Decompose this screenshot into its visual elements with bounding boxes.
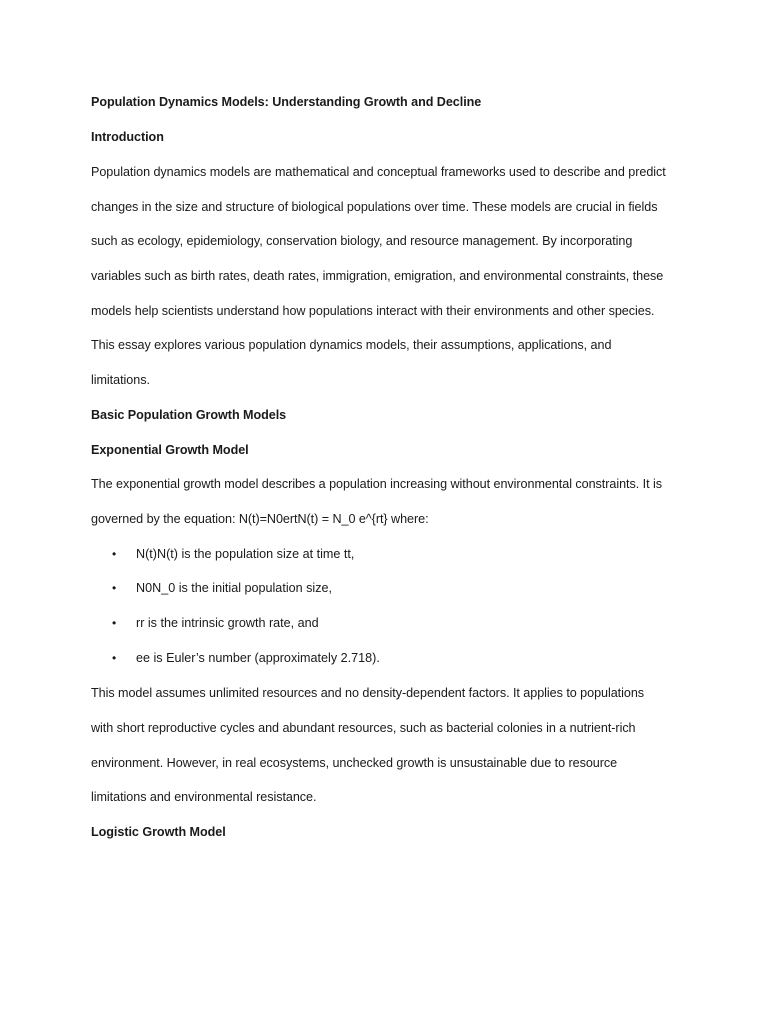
- intro-line: models help scientists understand how populations interact with their environments and other species.: [91, 304, 655, 318]
- intro-line: limitations.: [91, 373, 150, 387]
- intro-line: This essay explores various population dynamics models, their assumptions, applications, and: [91, 338, 612, 352]
- list-item: [112, 650, 380, 666]
- heading-introduction: Introduction: [91, 130, 164, 144]
- heading-basic-growth-models: Basic Population Growth Models: [91, 408, 287, 422]
- bullet-icon: •: [112, 651, 117, 665]
- assumptions-line: limitations and environmental resistance.: [91, 790, 317, 804]
- list-item: [112, 546, 354, 562]
- assumptions-line: with short reproductive cycles and abundant resources, such as bacterial colonies in a nutrient-rich: [91, 721, 636, 735]
- bullet-icon: •: [112, 616, 117, 630]
- list-item-text: ee is Euler’s number (approximately 2.718).: [136, 651, 380, 665]
- list-item: [112, 580, 332, 596]
- heading-exponential-growth: Exponential Growth Model: [91, 443, 249, 457]
- intro-line: variables such as birth rates, death rates, immigration, emigration, and environmental constraints, these: [91, 269, 664, 283]
- list-item: [112, 615, 319, 631]
- list-item-text: rr is the intrinsic growth rate, and: [136, 616, 319, 630]
- intro-line: changes in the size and structure of biological populations over time. These models are crucial in fields: [91, 200, 658, 214]
- bullet-icon: •: [112, 581, 117, 595]
- assumptions-line: This model assumes unlimited resources and no density-dependent factors. It applies to populations: [91, 686, 645, 700]
- exponential-line: The exponential growth model describes a population increasing without environmental constraints. It is: [91, 477, 662, 491]
- document-title: Population Dynamics Models: Understanding Growth and Decline: [91, 95, 482, 109]
- assumptions-line: environment. However, in real ecosystems, unchecked growth is unsustainable due to resource: [91, 756, 618, 770]
- exponential-line: governed by the equation: N(t)=N0ertN(t) = N_0 e^{rt} where:: [91, 512, 429, 526]
- bullet-icon: •: [112, 547, 117, 561]
- intro-line: Population dynamics models are mathematical and conceptual frameworks used to describe and predict: [91, 165, 666, 179]
- list-item-text: N(t)N(t) is the population size at time tt,: [136, 547, 355, 561]
- list-item-text: N0N_0 is the initial population size,: [136, 581, 333, 595]
- heading-logistic-growth: Logistic Growth Model: [91, 825, 226, 839]
- intro-line: such as ecology, epidemiology, conservation biology, and resource management. By incorporating: [91, 234, 633, 248]
